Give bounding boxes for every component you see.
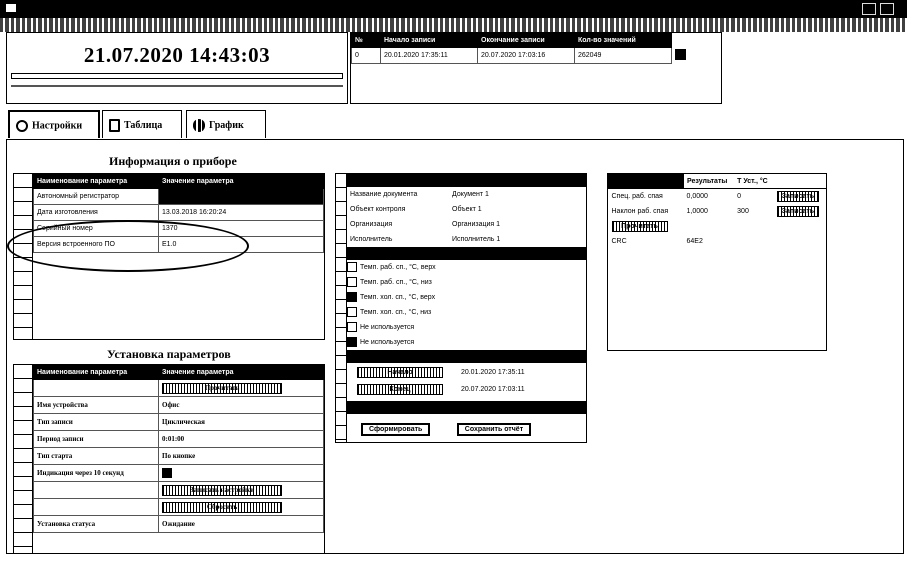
table-row[interactable] — [347, 232, 586, 247]
range-block — [347, 363, 586, 401]
table-row[interactable] — [347, 187, 586, 202]
param-value[interactable]: 1,0000 — [686, 208, 708, 215]
range-row — [347, 384, 586, 401]
list-item[interactable]: Темп. раб. сп., °С, низ — [347, 275, 586, 290]
close-icon[interactable] — [880, 3, 894, 15]
list-item[interactable]: Темп. хол. сп., °С, верх — [347, 290, 586, 305]
table-row[interactable] — [352, 48, 721, 64]
param-value[interactable]: Ожидание — [159, 516, 324, 533]
sessions-table — [351, 33, 721, 64]
col-header: Наименование параметра — [34, 366, 159, 380]
table-row[interactable] — [347, 202, 586, 217]
table-row[interactable] — [609, 204, 827, 219]
list-item[interactable]: Не используется — [347, 320, 586, 335]
table-row[interactable] — [609, 234, 827, 249]
channel-checkbox[interactable] — [347, 337, 357, 347]
table-row[interactable] — [34, 414, 324, 431]
param-value[interactable]: Объект 1 — [452, 206, 482, 213]
table-cell[interactable]: 20.01.2020 17:35:11 — [381, 48, 478, 64]
crc-label: CRC — [611, 238, 627, 245]
col-header: Значение параметра — [159, 175, 324, 189]
app-icon — [6, 4, 16, 12]
crc-value[interactable]: 64E2 — [686, 238, 703, 245]
gear-icon — [16, 120, 28, 132]
settings-panel — [13, 364, 325, 554]
clock-panel — [6, 32, 348, 104]
table-row[interactable] — [34, 189, 324, 205]
list-item[interactable]: Темп. раб. сп., °С, верх — [347, 260, 586, 275]
param-name: Спец. раб. спая — [611, 193, 663, 200]
end-value[interactable]: 20.07.2020 17:03:11 — [460, 386, 525, 393]
channel-checkbox[interactable] — [347, 322, 357, 332]
table-row[interactable] — [34, 397, 324, 414]
table-row[interactable] — [609, 189, 827, 205]
end-button[interactable]: Конец — [357, 384, 443, 395]
generate-button[interactable]: Сформировать — [361, 423, 430, 436]
current-datetime: 21.07.2020 14:43:03 — [83, 43, 271, 67]
calibration-table — [608, 174, 826, 249]
list-item[interactable]: Не используется — [347, 335, 586, 350]
table-cell[interactable]: 262049 — [575, 48, 672, 64]
col-header[interactable]: № — [352, 34, 381, 48]
param-name: Серийный номер — [34, 221, 159, 237]
divider — [11, 85, 343, 87]
param-name: Название документа — [350, 191, 418, 198]
read-settings-button[interactable]: Прочитать — [162, 383, 282, 394]
tab-table[interactable]: Таблица — [102, 110, 182, 138]
param-value[interactable]: 0:01:00 — [159, 431, 324, 448]
param-name: Период записи — [34, 431, 159, 448]
table-row[interactable] — [34, 448, 324, 465]
channel-checkbox[interactable] — [347, 262, 357, 272]
param-name: Дата изготовления — [34, 205, 159, 221]
write-settings-button[interactable]: Записать настройки — [162, 485, 282, 496]
calibration-panel — [607, 173, 827, 351]
select-button[interactable] — [675, 49, 686, 60]
param-value[interactable]: Документ 1 — [452, 191, 489, 198]
tab-bar — [6, 106, 904, 140]
list-item[interactable]: Темп. хол. сп., °С, низ — [347, 305, 586, 320]
param-name: Тип записи — [34, 414, 159, 431]
title-bar — [0, 0, 907, 18]
param-value[interactable]: 1370 — [159, 221, 324, 237]
menu-bar[interactable] — [0, 18, 907, 32]
param-value[interactable]: Циклическая — [159, 414, 324, 431]
param-name: Организация — [350, 221, 393, 228]
param-value[interactable] — [159, 189, 324, 205]
param-name: Имя устройства — [34, 397, 159, 414]
reset-button[interactable]: Сбросить — [162, 502, 282, 513]
settings-table — [33, 365, 324, 533]
temp-value[interactable]: 300 — [737, 208, 749, 215]
col-header[interactable]: Окончание записи — [478, 34, 575, 48]
start-button[interactable]: Начало — [357, 367, 443, 378]
param-value[interactable]: По кнопке — [159, 448, 324, 465]
tab-settings[interactable]: Настройки — [8, 110, 100, 138]
device-info-title: Информация о приборе — [109, 154, 237, 168]
table-row[interactable] — [347, 217, 586, 232]
channel-checkbox[interactable] — [347, 277, 357, 287]
table-row[interactable] — [34, 205, 324, 221]
start-value[interactable]: 20.01.2020 17:35:11 — [460, 369, 525, 376]
sessions-panel — [350, 32, 722, 104]
param-value[interactable]: Исполнитель 1 — [452, 236, 501, 243]
table-row[interactable] — [34, 431, 324, 448]
settings-title: Установка параметров — [107, 347, 231, 361]
document-panel — [335, 173, 587, 443]
write-button[interactable]: Записать — [777, 206, 819, 217]
param-name: Тип старта — [34, 448, 159, 465]
param-name: Индикация через 10 секунд — [34, 465, 159, 482]
table-cell[interactable]: 20.07.2020 17:03:16 — [478, 48, 575, 64]
range-row — [347, 367, 586, 384]
chart-icon — [193, 119, 205, 132]
param-name: Версия встроенного ПО — [34, 237, 159, 253]
write-button[interactable]: Записать — [777, 191, 819, 202]
save-report-button[interactable]: Сохранить отчёт — [457, 423, 531, 436]
temp-value[interactable]: 0 — [737, 193, 742, 200]
highlight-ellipse — [7, 220, 249, 272]
param-name: Исполнитель — [350, 236, 393, 243]
param-name: Автономный регистратор — [34, 189, 159, 205]
param-value[interactable]: 13.03.2018 16:20:24 — [159, 205, 324, 221]
col-header: Результаты — [684, 175, 735, 189]
col-header[interactable]: Кол-во значений — [575, 34, 672, 48]
col-header: Значение параметра — [159, 366, 324, 380]
param-name: Установка статуса — [34, 516, 159, 533]
table-icon — [109, 119, 120, 132]
tab-chart[interactable]: График — [186, 110, 266, 138]
table-cell[interactable]: 0 — [352, 48, 381, 64]
table-row[interactable] — [34, 465, 324, 482]
param-value[interactable]: Организация 1 — [452, 221, 501, 228]
document-table — [347, 187, 586, 247]
col-header: T Уст., °С — [734, 175, 773, 189]
col-header: Наименование параметра — [34, 175, 159, 189]
param-name: Объект контроля — [350, 206, 406, 213]
channel-checkbox[interactable] — [347, 292, 357, 302]
channels-list — [347, 260, 586, 350]
read-calibration-button[interactable]: Прочитать — [612, 221, 668, 232]
col-header[interactable]: Начало записи — [381, 34, 478, 48]
param-name: Наклон раб. спая — [611, 208, 669, 215]
param-value[interactable]: Офис — [159, 397, 324, 414]
table-row[interactable] — [34, 516, 324, 533]
indication-checkbox[interactable] — [162, 468, 172, 478]
settings-content — [6, 139, 904, 554]
minimize-icon[interactable] — [862, 3, 876, 15]
param-value[interactable]: 0,0000 — [686, 193, 708, 200]
param-value[interactable]: E1.0 — [159, 237, 324, 253]
progress-bar — [11, 73, 343, 79]
channel-checkbox[interactable] — [347, 307, 357, 317]
